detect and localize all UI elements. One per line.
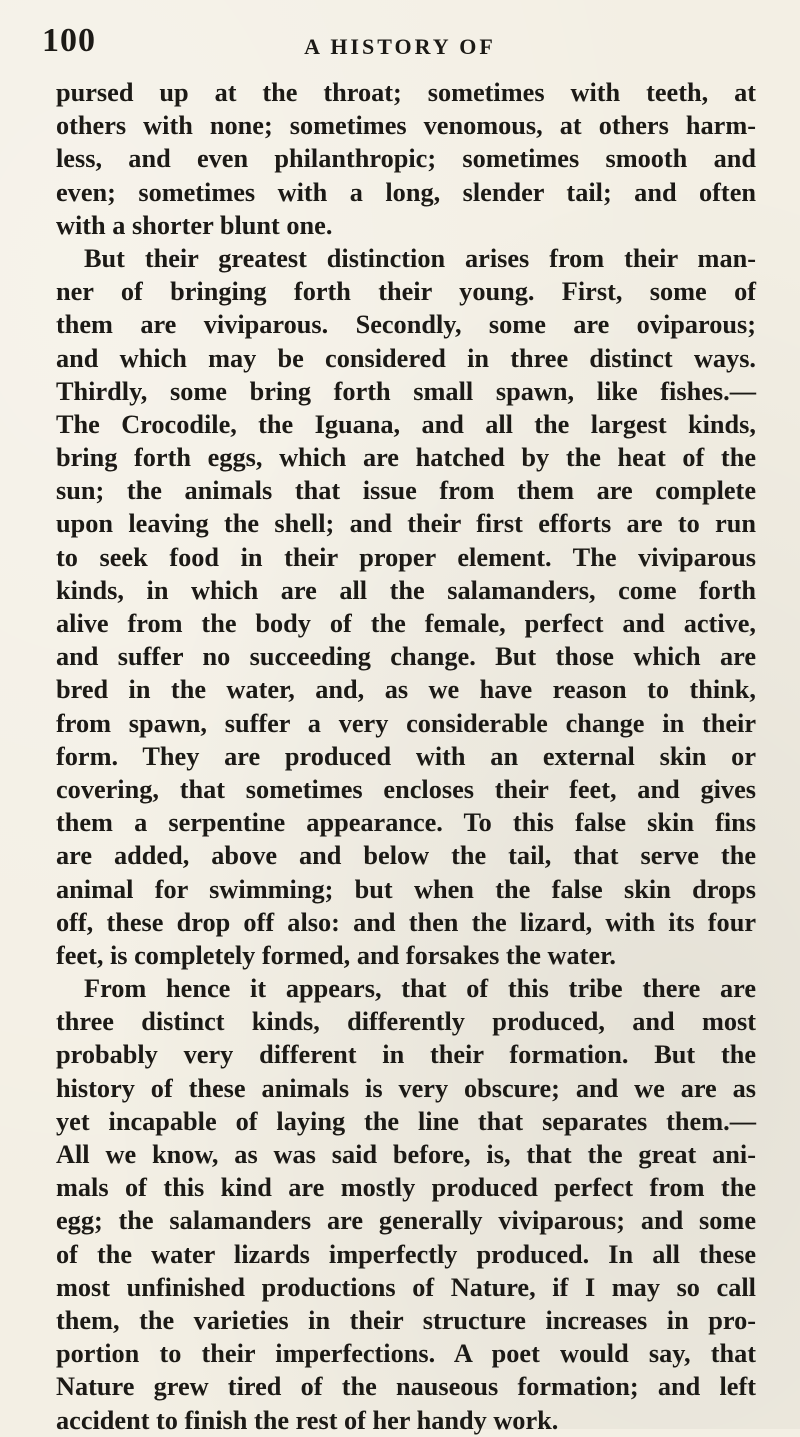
running-head: A HISTORY OF <box>304 34 496 59</box>
text-line: The Crocodile, the Iguana, and all the largest kinds, <box>56 409 756 439</box>
text-line: most unfinished productions of Nature, if I may so call <box>56 1272 756 1302</box>
text-line: with a shorter blunt one. <box>56 210 333 240</box>
text-line: But their greatest distinction arises from their man- <box>84 243 756 273</box>
text-line: upon leaving the shell; and their first efforts are to run <box>56 509 756 539</box>
text-line: ner of bringing forth their young. First, some of <box>56 277 756 307</box>
text-line: history of these animals is very obscure; and we are as <box>56 1073 756 1103</box>
text-line: and suffer no succeeding change. But those which are <box>56 642 756 672</box>
text-line: kinds, in which are all the salamanders, come forth <box>56 575 756 605</box>
text-line: portion to their imperfections. A poet would say, that <box>56 1339 756 1369</box>
body-text <box>56 76 756 1437</box>
text-line: form. They are produced with an external skin or <box>56 741 756 771</box>
text-line: Thirdly, some bring forth small spawn, like fishes.— <box>56 376 756 406</box>
text-line: bring forth eggs, which are hatched by the heat of the <box>56 443 756 473</box>
text-line: are added, above and below the tail, that serve the <box>56 841 756 871</box>
text-line: feet, is completely formed, and forsakes the water. <box>56 940 616 970</box>
text-line: accident to finish the rest of her handy work. <box>56 1405 559 1435</box>
text-line: All we know, as was said before, is, that the great ani- <box>56 1140 756 1169</box>
text-line: bred in the water, and, as we have reason to think, <box>56 675 756 705</box>
text-line: alive from the body of the female, perfect and active, <box>56 609 756 638</box>
text-line: covering, that sometimes encloses their feet, and gives <box>56 774 756 804</box>
text-line: others with none; sometimes venomous, at others harm- <box>56 111 756 141</box>
text-line: less, and even philanthropic; sometimes smooth and <box>56 144 756 174</box>
text-line: yet incapable of laying the line that separates them.— <box>56 1106 756 1136</box>
text-line: them a serpentine appearance. To this false skin fins <box>56 808 756 838</box>
text-line: Nature grew tired of the nauseous formation; and left <box>56 1372 756 1402</box>
text-line: three distinct kinds, differently produced, and most <box>56 1007 756 1037</box>
text-line: even; sometimes with a long, slender tail; and often <box>56 177 756 207</box>
text-line: animal for swimming; but when the false skin drops <box>56 874 756 904</box>
text-line: them, the varieties in their structure increases in pro- <box>56 1305 756 1335</box>
page-number: 100 <box>42 22 96 59</box>
text-line: and which may be considered in three distinct ways. <box>56 343 756 373</box>
text-line: them are viviparous. Secondly, some are oviparous; <box>56 310 756 340</box>
text-line: sun; the animals that issue from them are complete <box>56 476 756 506</box>
text-line: egg; the salamanders are generally viviparous; and some <box>56 1206 756 1236</box>
text-line: probably very different in their formation. But the <box>56 1040 756 1070</box>
text-line: pursed up at the throat; sometimes with teeth, at <box>56 78 756 107</box>
text-line: off, these drop off also: and then the lizard, with its four <box>56 907 756 937</box>
text-line: mals of this kind are mostly produced perfect from the <box>56 1173 756 1203</box>
text-line: of the water lizards imperfectly produced. In all these <box>56 1239 756 1269</box>
text-line: from spawn, suffer a very considerable change in their <box>56 708 756 738</box>
text-line: From hence it appears, that of this tribe there are <box>84 974 756 1004</box>
text-line: to seek food in their proper element. The viviparous <box>56 542 756 572</box>
